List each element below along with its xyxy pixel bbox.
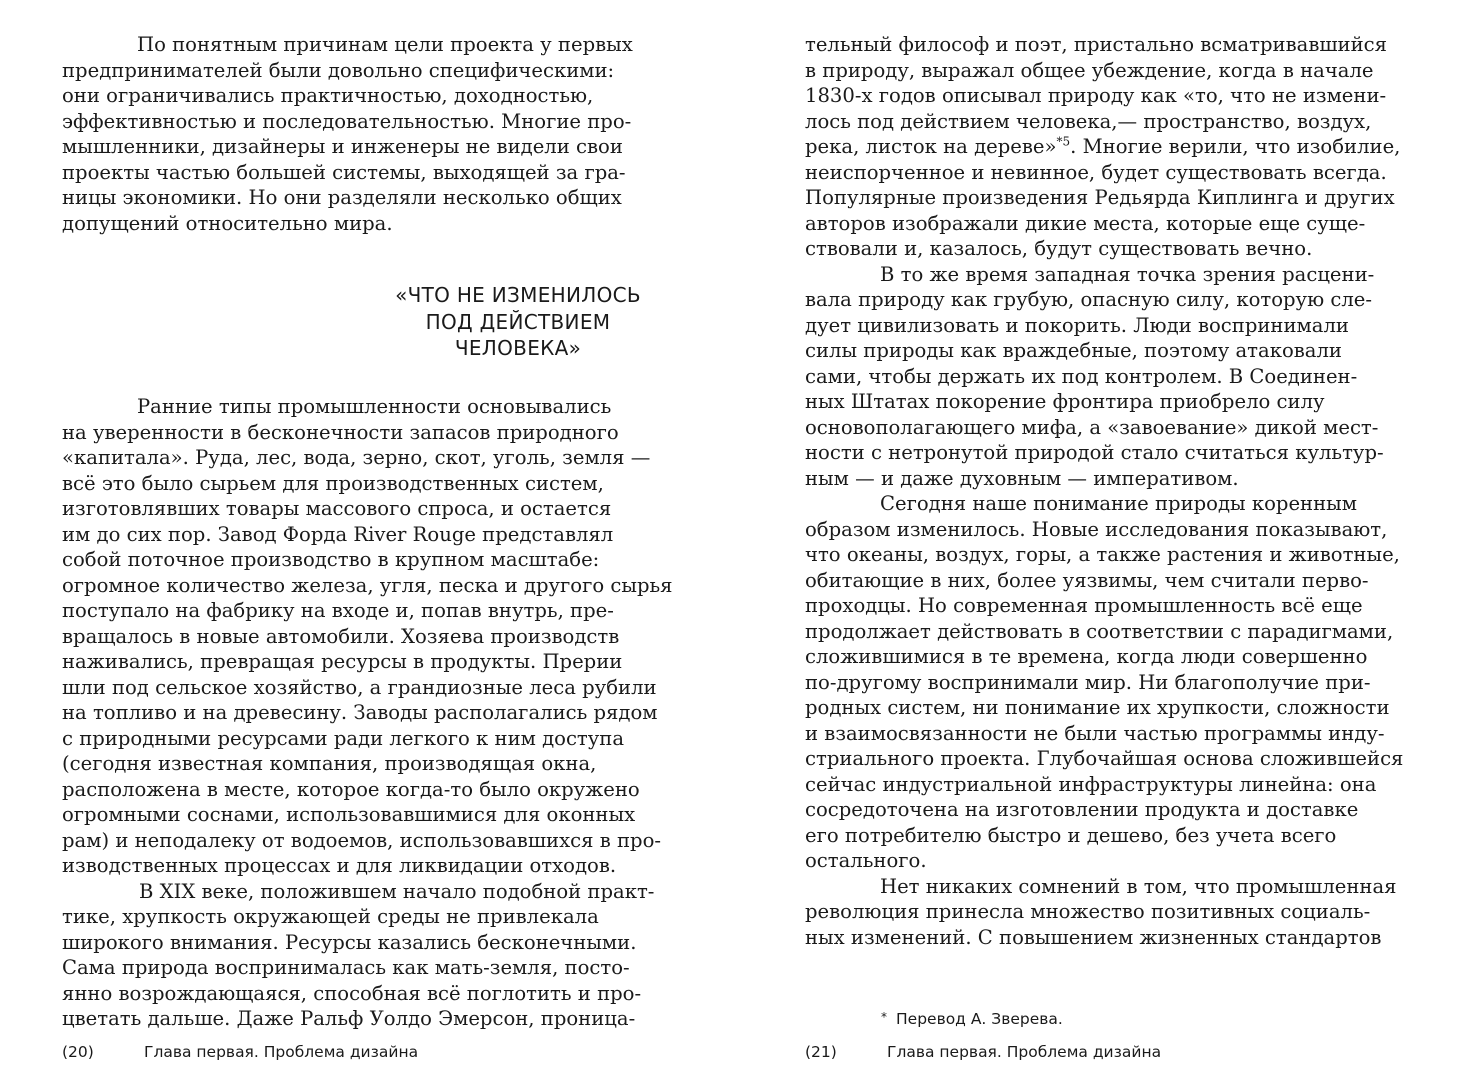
section-heading [348,282,688,362]
right-footer [805,1041,1161,1063]
right-page [730,0,1460,1080]
text-line: с природными ресурсами ради легкого к ним доступа [62,726,625,750]
running-title: Глава первая. Проблема дизайна [144,1043,419,1061]
text-line: лось под действием человека,— пространство, воздух, [805,109,1372,133]
text-line: (сегодня известная компания, производящая окна, [62,752,597,775]
text-line: Нет никаких сомнений в том, что промышленная [880,874,1397,898]
text-line: вращалось в новые автомобили. Хозяева производств [62,624,620,648]
text-line: ных изменений. С повышением жизненных стандартов [805,925,1382,949]
text-line: продолжает действовать в соответствии с парадигмами, [805,619,1394,643]
text-line: рам) и неподалеку от водоемов, использовавшихся в про- [62,828,661,852]
text-line: По понятным причинам цели проекта у первых [137,33,633,56]
text-line: проекты частью большей системы, выходящей за гра- [62,160,626,184]
text-line: Популярные произведения Редьярда Киплинга и других [805,186,1395,209]
page-number: (21) [805,1043,837,1061]
text-line: в природу, выражал общее убеждение, когда в начале [805,58,1374,82]
left-footer [62,1041,418,1063]
text-line: янно возрождающаяся, способная всё поглотить и про- [62,981,642,1005]
text-line: и взаимосвязанности не были частью программы инду- [805,721,1385,745]
text-line: собой поточное производство в крупном масштабе: [62,548,600,571]
text-line: изводственных процессах и для ликвидации отходов. [62,854,617,877]
text-line: основополагающего мифа, а «завоевание» дикой мест- [805,415,1379,439]
footnote-text: Перевод А. Зверева. [896,1010,1063,1028]
text-line: сейчас индустриальной инфраструктуры линейна: она [805,772,1377,796]
text-line: тельный философ и поэт, пристально всматривавшийся [805,33,1388,56]
text-line: ным — и даже духовным — императивом. [805,466,1239,490]
text-line: расположена в месте, которое когда-то было окружено [62,777,640,801]
text-line: стриального проекта. Глубочайшая основа сложившейся [805,747,1404,770]
text-line: на топливо и на древесину. Заводы располагались рядом [62,701,658,724]
left-paragraph-2 [62,394,692,879]
text-line: ных Штатах покорение фронтира приобрело силу [805,390,1325,413]
text-line: широкого внимания. Ресурсы казались бесконечными. [62,930,637,954]
text-line: «капитала». Руда, лес, вода, зерно, скот, уголь, земля — [62,446,651,469]
heading-line: ПОД ДЕЙСТВИЕМ [425,309,611,334]
heading-line: «ЧТО НЕ ИЗМЕНИЛОСЬ [395,283,641,307]
text-line: ствовали и, казалось, будут существовать вечно. [805,237,1313,260]
text-line: силы природы как враждебные, поэтому атаковали [805,339,1342,362]
text-line: шли под сельское хозяйство, а грандиозные леса рубили [62,675,657,699]
text-line: наживались, превращая ресурсы в продукты. Прерии [62,650,623,673]
right-paragraph-4 [805,874,1415,951]
text-line: образом изменилось. Новые исследования показывают, [805,517,1388,541]
text-line: огромными соснами, использовавшимися для оконных [62,803,636,826]
text-line: изготовлявших товары массового спроса, и остается [62,497,612,520]
text-line: огромное количество железа, угля, песка и другого сырья [62,573,673,597]
text-line: сами, чтобы держать их под контролем. В Соединен- [805,364,1358,388]
text-line: родных систем, ни понимание их хрупкости, сложности [805,696,1390,719]
text-line: 1830-х годов описывал природу как «то, что не измени- [805,84,1387,107]
text-line: В XIX веке, положившем начало подобной практ- [139,879,655,903]
footnote-reference: *5 [1056,134,1071,149]
text-line: сложившимися в те времена, когда люди совершенно [805,645,1368,668]
text-line: тике, хрупкость окружающей среды не привлекала [62,905,599,928]
left-paragraph-3 [62,879,692,1032]
text-line: проходцы. Но современная промышленность всё еще [805,594,1363,617]
right-paragraph-3 [805,491,1415,874]
text-line: цветать дальше. Даже Ральф Уолдо Эмерсон, проница- [62,1007,636,1030]
text-line: мышленники, дизайнеры и инженеры не видели свои [62,135,623,158]
left-paragraph-1 [62,32,692,236]
text-line: по-другому воспринимали мир. Ни благополучие при- [805,670,1371,694]
footnote [881,1006,1063,1030]
right-text-column [805,32,1415,950]
text-line: Сама природа воспринималась как мать-земля, посто- [62,956,630,979]
text-line: что океаны, воздух, горы, а также растения и животные, [805,543,1400,566]
text-line: ности с нетронутой природой стало считаться культур- [805,441,1384,464]
right-paragraph-2 [805,262,1415,492]
text-line: остального. [805,849,927,872]
text-line: дует цивилизовать и покорить. Люди воспринимали [805,313,1349,337]
text-line: В то же время западная точка зрения расцени- [880,262,1375,286]
text-line: авторов изображали дикие места, которые еще суще- [805,211,1366,235]
text-line: предпринимателей были довольно специфическими: [62,58,615,82]
text-line: Сегодня наше понимание природы коренным [880,492,1358,515]
quote-continuation: . Многие верили, что изобилие, [1070,135,1401,158]
heading-line: ЧЕЛОВЕКА» [454,336,582,360]
text-line: обитающие в них, более уязвимы, чем считали перво- [805,568,1369,592]
text-line: эффективностью и последовательностью. Многие про- [62,109,632,133]
right-paragraph-1 [805,32,1415,262]
text-line: вала природу как грубую, опасную силу, которую сле- [805,288,1372,311]
left-text-column [62,32,692,1032]
page-number: (20) [62,1043,94,1061]
running-title: Глава первая. Проблема дизайна [887,1043,1162,1061]
text-line: сосредоточена на изготовлении продукта и доставке [805,798,1359,821]
text-line: на уверенности в бесконечности запасов природного [62,420,619,444]
text-line: Ранние типы промышленности основывались [137,395,612,418]
text-line: революция принесла множество позитивных социаль- [805,900,1371,923]
text-line: его потребителю быстро и дешево, без учета всего [805,823,1337,847]
text-line: им до сих пор. Завод Форда River Rouge представлял [62,522,614,546]
text-line: ницы экономики. Но они разделяли несколько общих [62,186,622,209]
text-line: допущений относительно мира. [62,211,393,235]
text-line: поступало на фабрику на входе и, попав внутрь, пре- [62,599,614,622]
text-line: неиспорченное и невинное, будет существовать всегда. [805,160,1387,184]
footnote-marker: * [881,1010,887,1024]
quote-text: река, листок на дереве» [805,135,1057,158]
text-line [805,134,1415,160]
text-line: всё это было сырьем для производственных систем, [62,471,604,495]
text-line: они ограничивались практичностью, доходностью, [62,84,594,107]
